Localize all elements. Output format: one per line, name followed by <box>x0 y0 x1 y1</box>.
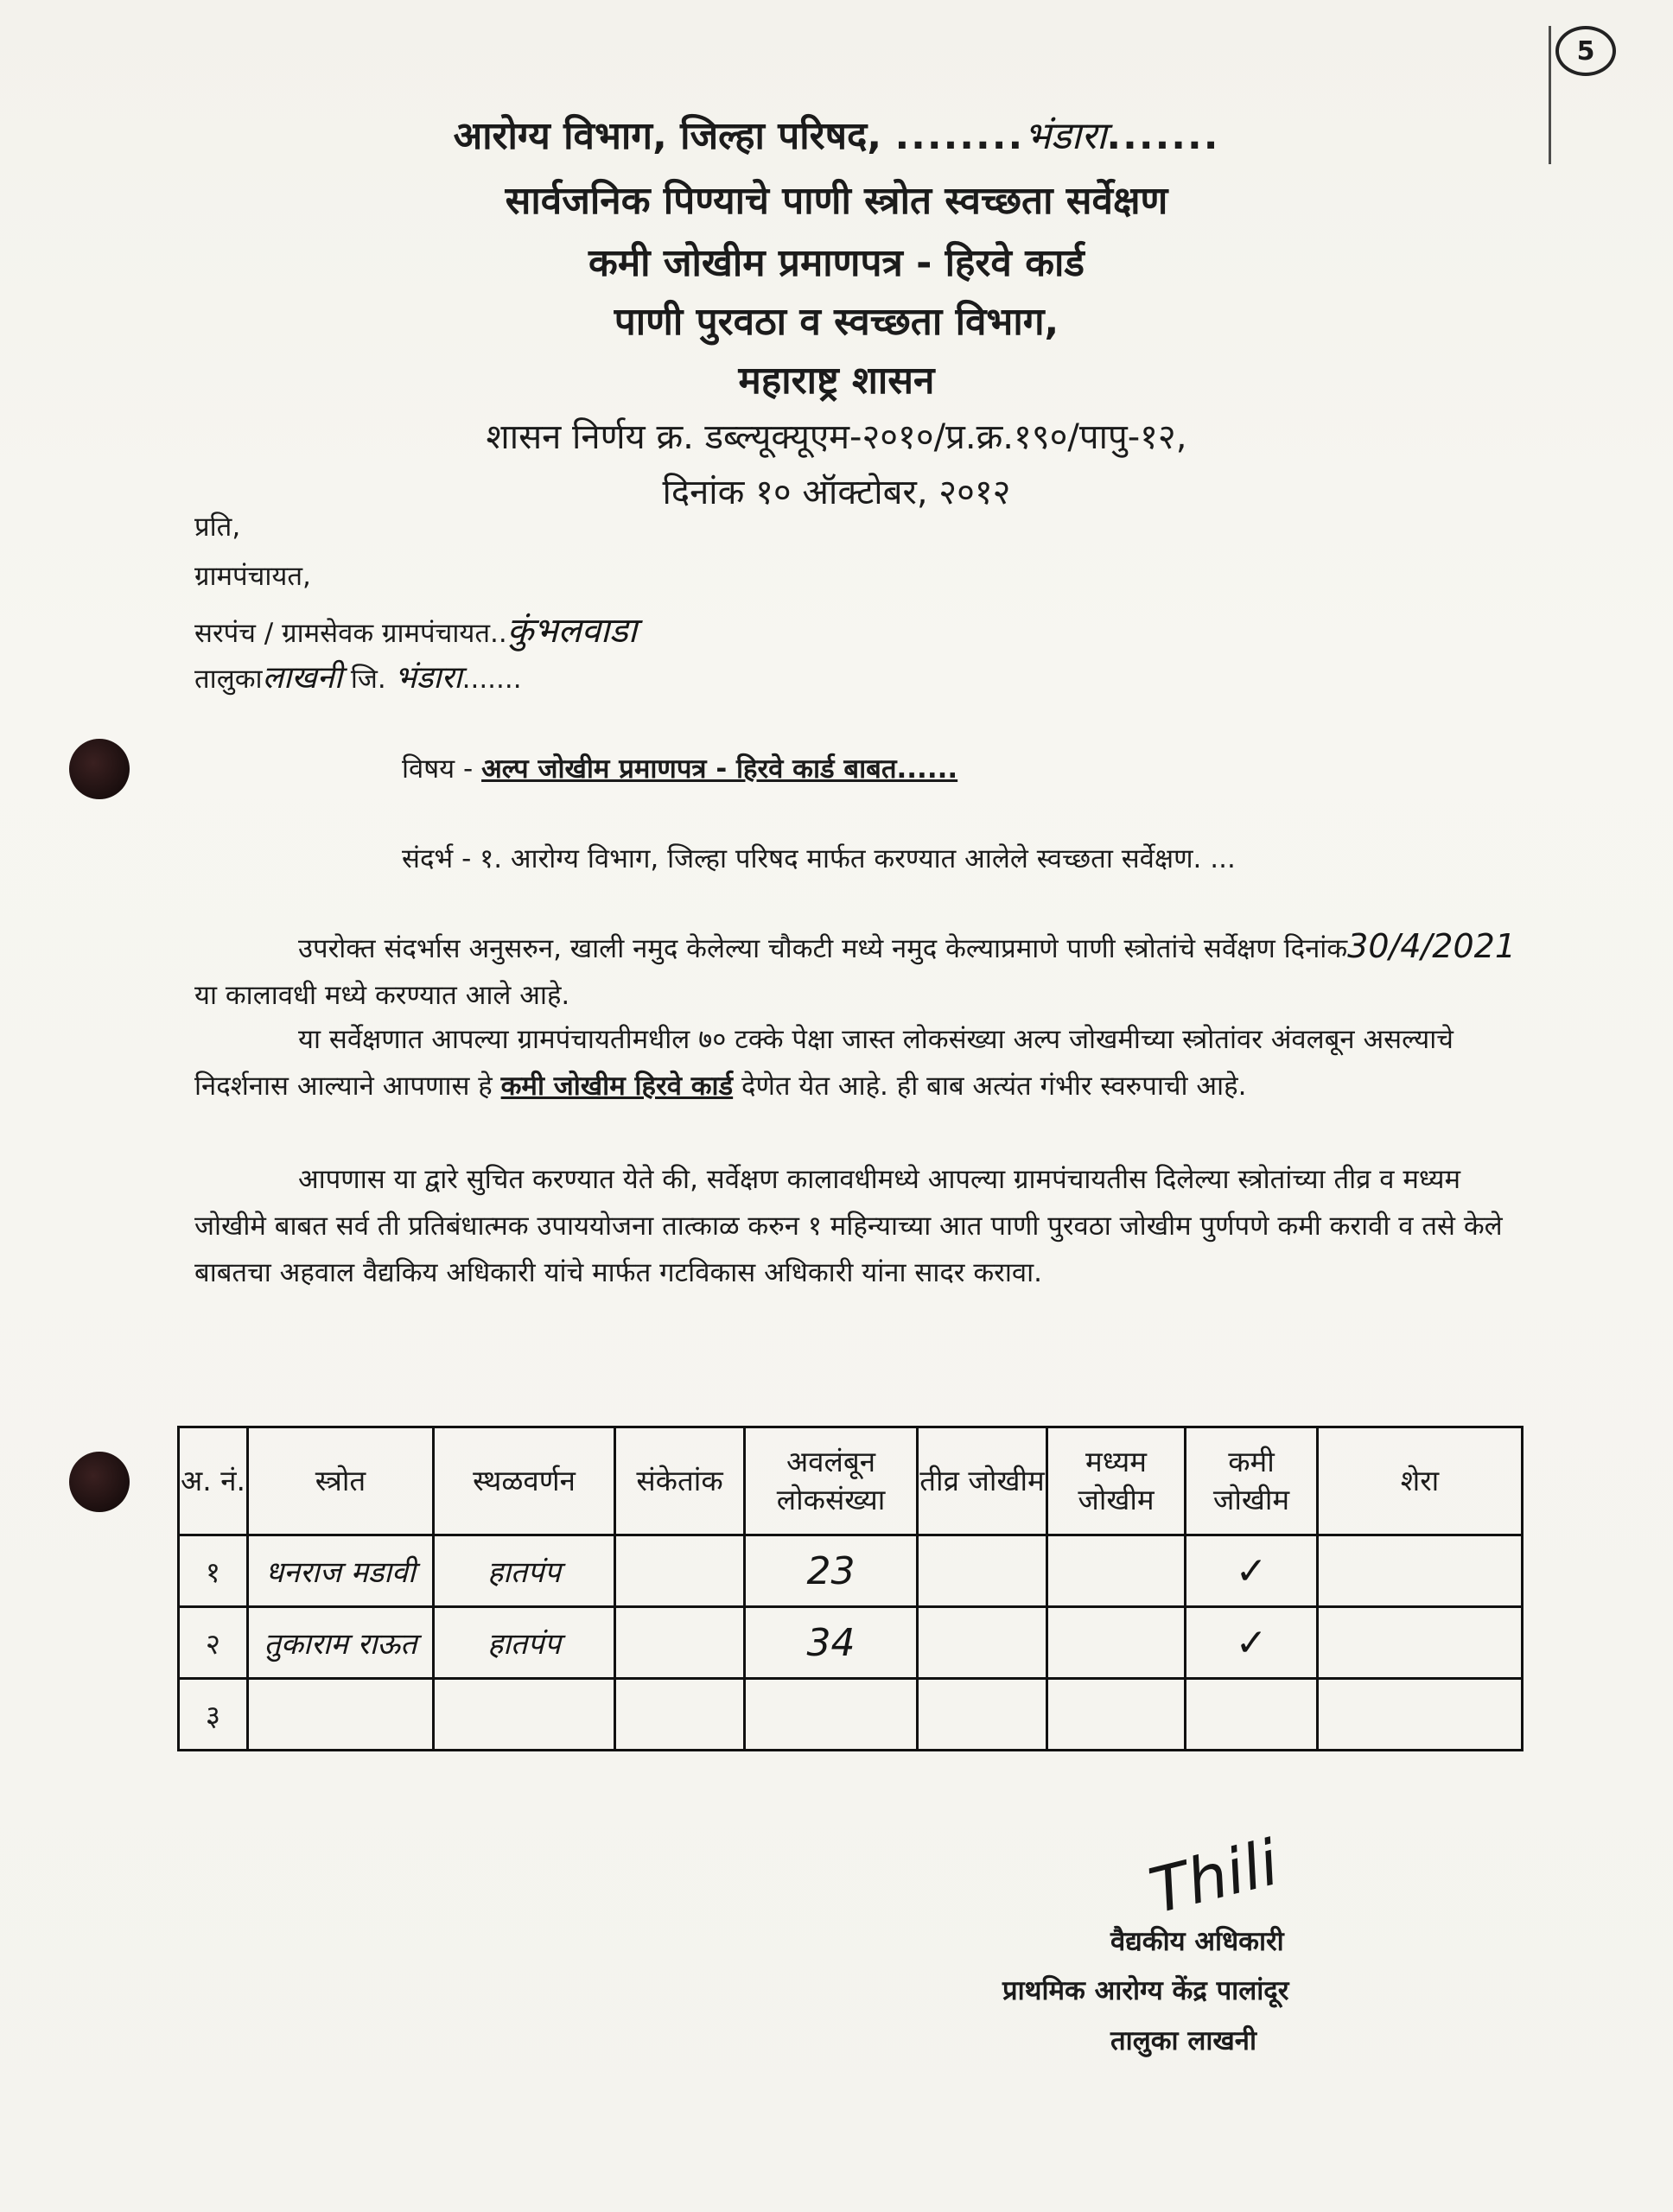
village-handwritten: कुंभलवाडा <box>506 611 638 651</box>
page-number: 5 <box>1555 26 1616 76</box>
col-location: स्थळवर्णन <box>434 1427 615 1535</box>
header-line-1: आरोग्य विभाग, जिल्हा परिषद, ........भंडारा....... <box>453 114 1220 158</box>
col-serial: अ. नं. <box>179 1427 248 1535</box>
survey-date-handwritten: 30/4/2021 <box>1347 927 1516 965</box>
col-population: अवलंबून लोकसंख्या <box>745 1427 918 1535</box>
header-line-5: महाराष्ट्र शासन <box>738 359 935 403</box>
punch-hole-top <box>69 739 130 799</box>
signature-taluka: तालुका लाखनी <box>1110 2025 1256 2056</box>
low-risk-tick: ✓ <box>1186 1607 1318 1679</box>
address-prati: प्रति, <box>194 512 241 543</box>
col-remarks: शेरा <box>1318 1427 1523 1535</box>
table-header-row <box>179 1427 1523 1535</box>
table-row: २ तुकाराम राऊत हातपंप 34 ✓ <box>179 1607 1523 1679</box>
header-line-4: पाणी पुरवठा व स्वच्छता विभाग, <box>614 300 1059 344</box>
paragraph-2: या सर्वेक्षणात आपल्या ग्रामपंचायतीमधील ७० टक्के पेक्षा जास्त लोकसंख्या अल्प जोखमीच्या स्त्रोतांवर अंवलबून असल्याचे निदर्शनास आल्याने आपणास हे कमी जोखीम हिरवे कार्ड देणेत येत आहे. ही बाब अत्यंत गंभीर स्वरुपाची आहे. <box>194 1024 1454 1102</box>
signature-scrawl: Thili <box>1142 1826 1286 1928</box>
header-line-7: दिनांक १० ऑक्टोबर, २०१२ <box>662 473 1011 512</box>
col-low-risk: कमी जोखीम <box>1186 1427 1318 1535</box>
header-line-6: शासन निर्णय क्र. डब्ल्यूक्यूएम-२०१०/प्र.क्र.१९०/पापु-१२, <box>486 417 1187 457</box>
low-risk-tick: ✓ <box>1186 1535 1318 1607</box>
paragraph-1: उपरोक्त संदर्भास अनुसरुन, खाली नमुद केलेल्या चौकटी मध्ये नमुद केल्याप्रमाणे पाणी स्त्रोतांचे सर्वेक्षण दिनांक30/4/2021 या कालावधी मध्ये करण्यात आले आहे. <box>194 927 1516 1011</box>
signature-phc: प्राथमिक आरोग्य केंद्र पालांदूर <box>1002 1975 1289 2006</box>
col-code: संकेतांक <box>615 1427 745 1535</box>
address-taluka: तालुकालाखनी जि. भंडारा....... <box>194 660 522 696</box>
survey-table <box>177 1426 1524 1751</box>
punch-hole-bottom <box>69 1452 130 1512</box>
address-sarpanch: सरपंच / ग्रामसेवक ग्रामपंचायत..कुंभलवाडा <box>194 611 638 651</box>
taluka-handwritten: लाखनी <box>262 660 343 696</box>
header-line-3: कमी जोखीम प्रमाणपत्र - हिरवे कार्ड <box>588 241 1085 285</box>
col-high-risk: तीव्र जोखीम <box>918 1427 1047 1535</box>
address-grampanchayat: ग्रामपंचायत, <box>194 561 311 592</box>
col-source: स्त्रोत <box>248 1427 434 1535</box>
district-fill-handwritten: भंडारा <box>394 660 462 696</box>
header-line-2: सार्वजनिक पिण्याचे पाणी स्त्रोत स्वच्छता सर्वेक्षण <box>505 179 1168 223</box>
signature-designation: वैद्यकीय अधिकारी <box>1110 1926 1284 1957</box>
table-row: ३ <box>179 1679 1523 1751</box>
subject-line: विषय - अल्प जोखीम प्रमाणपत्र - हिरवे कार्ड बाबत...... <box>402 753 958 785</box>
reference-line: संदर्भ - १. आरोग्य विभाग, जिल्हा परिषद मार्फत करण्यात आलेले स्वच्छता सर्वेक्षण. ... <box>402 843 1236 874</box>
col-medium-risk: मध्यम जोखीम <box>1047 1427 1186 1535</box>
paragraph-3: आपणास या द्वारे सुचित करण्यात येते की, सर्वेक्षण कालावधीमध्ये आपल्या ग्रामपंचायतीस दिलेल्या स्त्रोतांच्या तीव्र व मध्यम जोखीमे बाबत सर्व ती प्रतिबंधात्मक उपाययोजना तात्काळ करुन १ महिन्याच्या आत पाणी पुरवठा जोखीम पुर्णपणे कमी करावी व तसे केले बाबतचा अहवाल वैद्यकिय अधिकारी यांचे मार्फत गटविकास अधिकारी यांना सादर करावा. <box>194 1164 1503 1288</box>
district-handwritten: भंडारा <box>1024 114 1107 158</box>
table-row: १ धनराज मडावी हातपंप 23 ✓ <box>179 1535 1523 1607</box>
